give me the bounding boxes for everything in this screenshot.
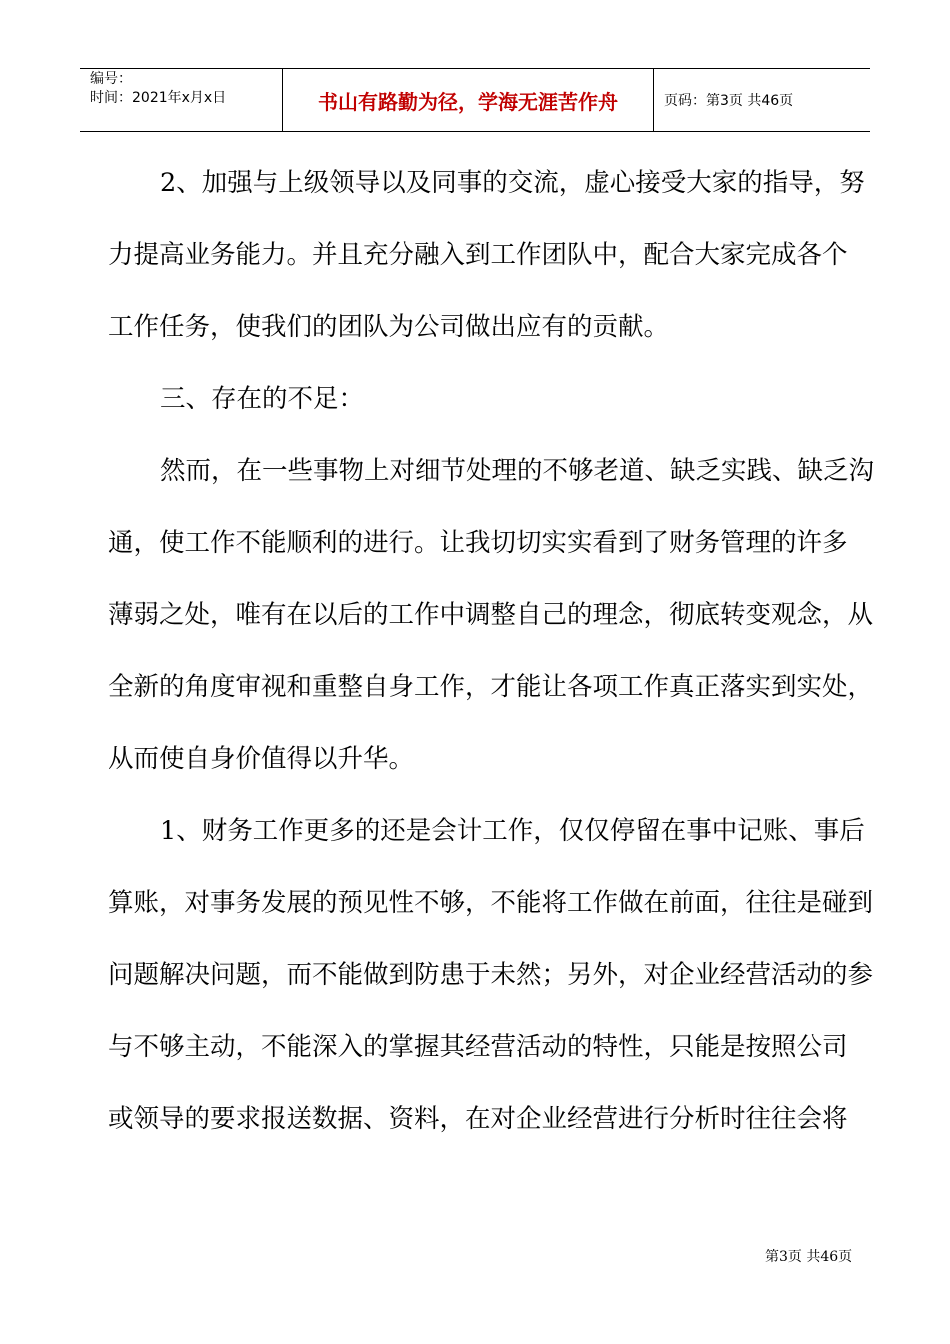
body-line: 全新的角度审视和重整自身工作，才能让各项工作真正落实到实处， — [108, 672, 874, 702]
header-meta-cell — [80, 69, 282, 131]
body-line: 薄弱之处，唯有在以后的工作中调整自己的理念，彻底转变观念，从 — [108, 600, 874, 630]
body-line: 然而，在一些事物上对细节处理的不够老道、缺乏实践、缺乏沟 — [160, 456, 875, 486]
body-line: 问题解决问题，而不能做到防患于未然；另外，对企业经营活动的参 — [108, 960, 874, 990]
footer-page-number: 第3页 共46页 — [765, 1249, 853, 1265]
header-motto: 书山有路勤为径，学海无涯苦作舟 — [318, 89, 618, 114]
header-page-cell — [654, 69, 870, 131]
document-date-label: 时间：2021年x月x日 — [90, 90, 227, 106]
body-line: 工作任务，使我们的团队为公司做出应有的贡献。 — [108, 312, 670, 342]
body-line: 1、财务工作更多的还是会计工作，仅仅停留在事中记账、事后 — [160, 816, 865, 846]
body-line: 从而使自身价值得以升华。 — [108, 744, 415, 774]
body-line: 算账，对事务发展的预见性不够，不能将工作做在前面，往往是碰到 — [108, 888, 874, 918]
header-page-number: 页码：第3页 共46页 — [664, 93, 794, 109]
body-line: 或领导的要求报送数据、资料，在对企业经营进行分析时往往会将 — [108, 1104, 848, 1134]
body-line: 2、加强与上级领导以及同事的交流，虚心接受大家的指导，努 — [160, 168, 865, 198]
page-header — [80, 68, 870, 132]
body-line: 与不够主动，不能深入的掌握其经营活动的特性，只能是按照公司 — [108, 1032, 848, 1062]
document-number-label: 编号： — [90, 71, 132, 87]
section-heading: 三、存在的不足： — [160, 384, 365, 414]
body-line: 通，使工作不能顺利的进行。让我切切实实看到了财务管理的许多 — [108, 528, 848, 558]
header-motto-cell — [282, 69, 654, 131]
body-line: 力提高业务能力。并且充分融入到工作团队中，配合大家完成各个 — [108, 240, 848, 270]
